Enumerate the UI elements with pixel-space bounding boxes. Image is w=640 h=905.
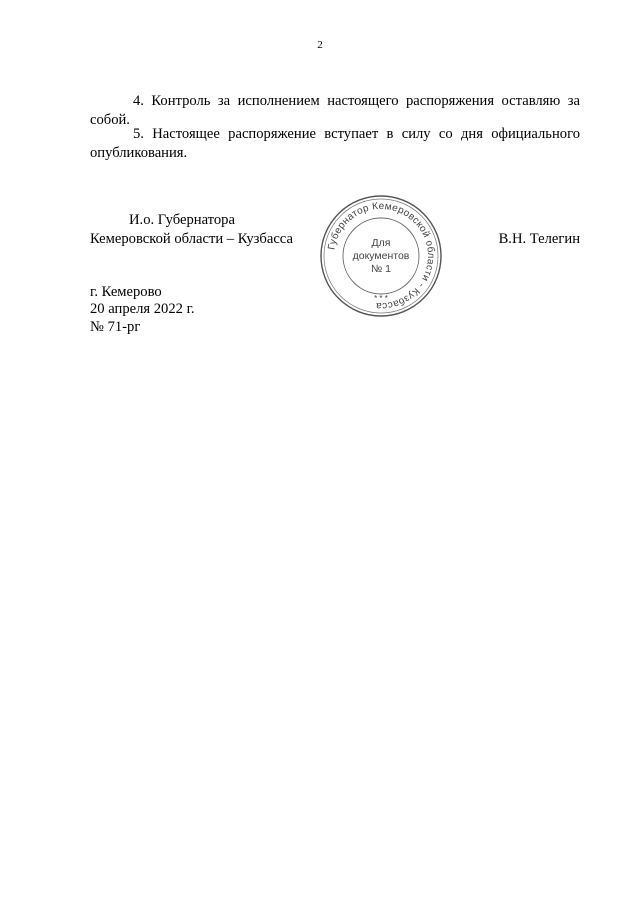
signatory-title-line1: И.о. Губернатора (129, 212, 235, 228)
stamp-center-line2: документов (352, 250, 410, 262)
paragraph-5 (90, 125, 580, 163)
signatory-name: В.Н. Телегин (498, 231, 580, 247)
stamp-center-line1: Для (371, 237, 391, 249)
official-stamp (318, 193, 444, 319)
paragraph-5-text: 5. Настоящее распоряжение вступает в силу со дня официального опубликования. (90, 126, 580, 161)
stamp-center-line3: № 1 (370, 263, 392, 275)
document-number: № 71-рг (90, 319, 141, 335)
paragraph-4-text: 4. Контроль за исполнением настоящего распоряжения оставляю за собой. (90, 93, 580, 128)
stamp-stars: * * * (374, 294, 388, 303)
document-date: 20 апреля 2022 г. (90, 301, 195, 317)
signatory-title-line2: Кемеровской области – Кузбасса (90, 231, 293, 247)
document-place: г. Кемерово (90, 284, 162, 300)
page-number: 2 (317, 39, 323, 51)
stamp-ring-textpath: Губернатор Кемеровской области - Кузбасса (326, 200, 437, 312)
